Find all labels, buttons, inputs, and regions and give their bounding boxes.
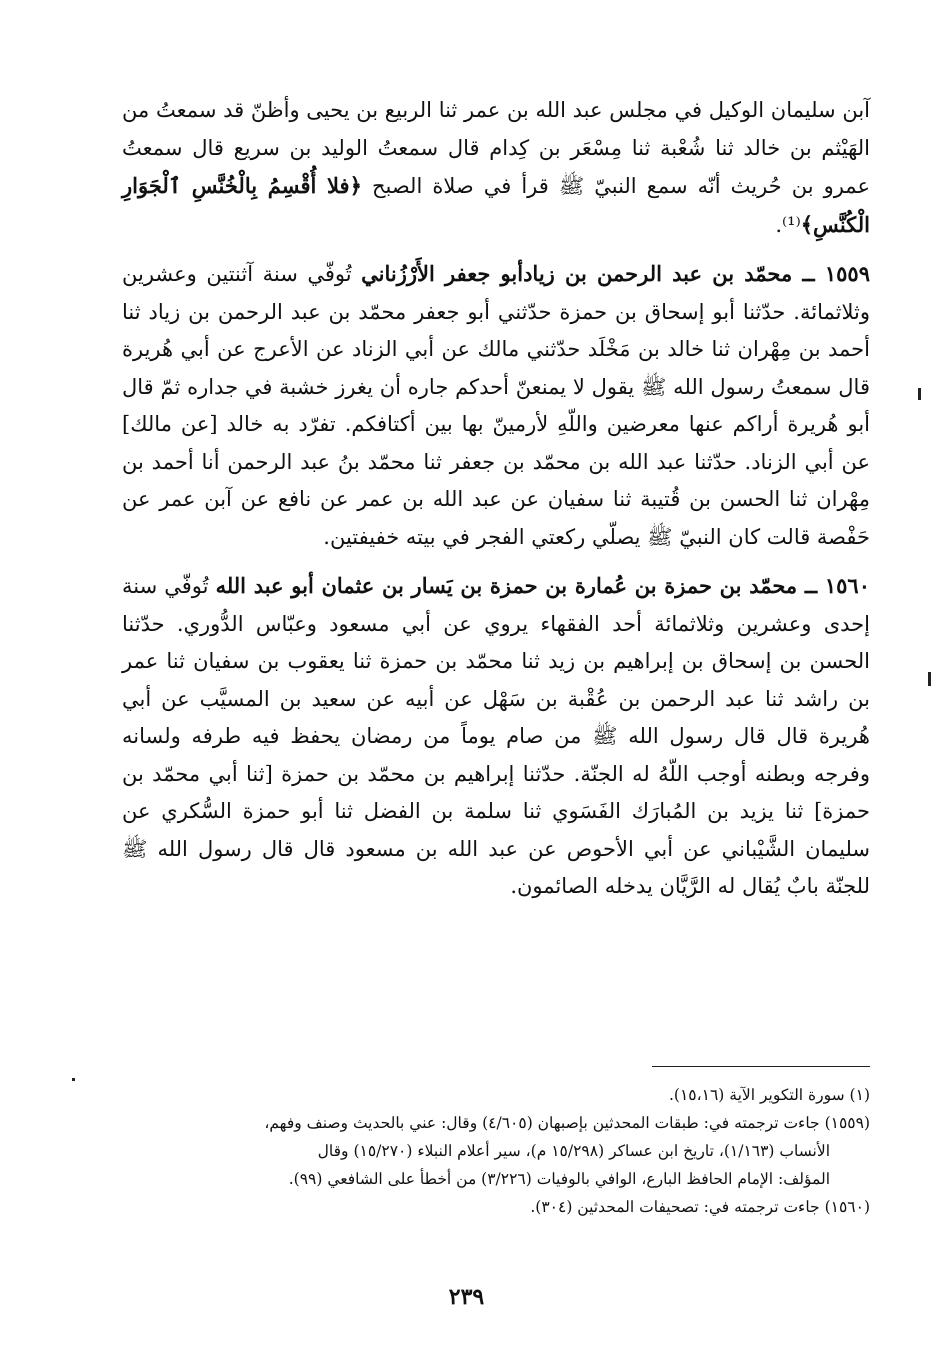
- main-text: [122, 92, 870, 906]
- paragraph-text: آبن سليمان الوكيل في مجلس عبد الله بن عمر ثنا الربيع بن يحيى وأظنّ قد سمعتُ من الهَيْثم بن خالد ثنا شُعْبة ثنا مِسْعَر بن كِدام قال سمعتُ الوليد بن سريع قال سمعتُ عمرو بن حُريث أنّه سمع النبيّ ﷺ قرأ في صلاة الصبح: [122, 98, 870, 198]
- entry-text: تُوفّي سنة إحدى وعشرين وثلاثمائة أحد الفقهاء يروي عن أبي مسعود وعبّاس الدُّوري. حدّثنا الحسن بن إسحاق بن إبراهيم بن زيد ثنا محمّد بن حمزة ثنا يعقوب بن سفيان ثنا عمر بن راشد ثنا عبد الرحمن بن عُقْبة بن سَهْل عن أبيه عن سعيد بن المسيَّب عن أبي هُريرة قال قال رسول الله ﷺ من صام يوماً من رمضان يحفظ فيه طرفه ولسانه وفرجه وبطنه أوجب اللّهُ له الجنّة. حدّثنا إبراهيم بن محمّد بن حمزة [ثنا أبي محمّد بن حمزة] ثنا يزيد بن المُبارَك الفَسَوي ثنا سلمة بن الفضل ثنا أبو حمزة السُّكري عن سليمان الشَّيْباني عن أبي الأحوص عن عبد الله بن مسعود قال قال رسول الله ﷺ للجنّة بابٌ يُقال له الرَّيَّان يدخله الصائمون.: [122, 574, 870, 898]
- entry-heading: ١٥٥٩ ــ محمّد بن عبد الرحمن بن زيادأبو جعفر الأَرْزُناني: [361, 261, 870, 286]
- entry-heading: ١٥٦٠ ــ محمّد بن حمزة بن عُمارة بن حمزة بن يَسار بن عثمان أبو عبد الله: [215, 573, 870, 598]
- entry-1559: [122, 255, 870, 556]
- footnote-1559-continued: الأنساب (١/١٦٣)، تاريخ ابن عساكر (١٥/٢٩٨ م)، سير أعلام النبلاء (١٥/٢٧٠) وقال: [317, 1142, 830, 1160]
- margin-mark: [72, 1078, 75, 1081]
- footnote-1560: (١٥٦٠) جاءت ترجمته في: تصحيفات المحدثين (٣٠٤).: [530, 1198, 870, 1216]
- footnote-ref: ⁽¹⁾.: [775, 212, 801, 237]
- footnote-1: (١) سورة التكوير الآية (١٥،١٦).: [668, 1086, 870, 1104]
- margin-mark: [918, 388, 921, 400]
- margin-mark: [928, 672, 931, 686]
- footnotes: [122, 1081, 870, 1221]
- continued-paragraph: [122, 92, 870, 244]
- page-number: ٢٣٩: [448, 1284, 485, 1310]
- footnote-1559-continued-2: المؤلف: الإمام الحافظ البارع، الوافي بالوفيات (٣/٢٢٦) من أخطأ على الشافعي (٩٩).: [288, 1170, 830, 1188]
- entry-1560: [122, 567, 870, 906]
- footnote-divider: [652, 1066, 870, 1067]
- entry-text: تُوفّي سنة آثنتين وعشرين وثلاثمائة. حدّثنا أبو إسحاق بن حمزة حدّثني أبو جعفر محمّد بن عبد الرحمن بن زياد ثنا أحمد بن مِهْران ثنا خالد بن مَخْلَد حدّثني مالك عن أبي الزناد عن الأعرج عن أبي هُريرة قال سمعتُ رسول الله ﷺ يقول لا يمنعنّ أحدكم جاره أن يغرز خشبة في جداره ثمّ قال أبو هُريرة أراكم عنها معرضين واللّهِ لأرمينّ بها بين أكتافكم. تفرّد به خالد [عن مالك] عن أبي الزناد. حدّثنا عبد الله بن محمّد بن جعفر ثنا محمّد بنُ عبد الرحمن أنا أحمد بن مِهْران ثنا الحسن بن قُتيبة ثنا سفيان عن عبد الله بن عمر عن نافع عن آبن عمر عن حَفْصة قالت كان النبيّ ﷺ يصلّي ركعتي الفجر في بيته خفيفتين.: [122, 262, 870, 549]
- footnote-1559: (١٥٥٩) جاءت ترجمته في: طبقات المحدثين بإصبهان (٤/٦٠٥) وقال: عني بالحديث وصنف وفهم،: [264, 1114, 870, 1132]
- quran-verse: ﴿فلا أُقْسِمُ بِالْخُنَّسِ ٱلْجَوَارِ الْكُنَّسِ﴾: [122, 173, 870, 237]
